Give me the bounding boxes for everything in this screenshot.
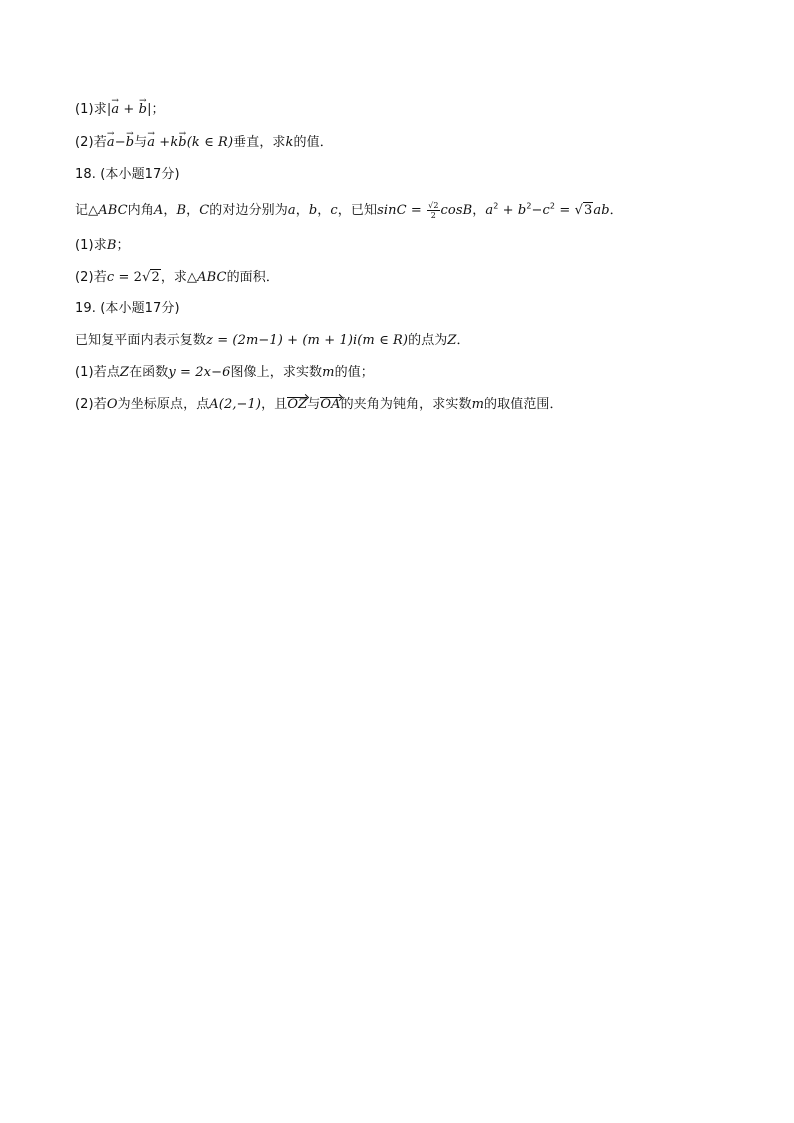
punctuation: ． [609, 203, 623, 218]
radicand: 2 [151, 270, 160, 285]
fraction-denominator: 2 [430, 211, 436, 220]
separator: ， [163, 203, 177, 218]
variable-k-2: k [285, 135, 294, 150]
vector-a: → a [107, 134, 115, 152]
radicand: 3 [583, 203, 593, 218]
plus-sign: + [155, 135, 171, 150]
condition: (k ∈ R) [186, 135, 234, 150]
problem-18-stem [75, 201, 623, 220]
problem-19-part-2 [75, 396, 563, 414]
question-text-end: 的值． [293, 135, 333, 150]
complex-expression: = (2m−1) + (m + 1)i(m ∈ R) [212, 333, 409, 348]
point-z: Z [119, 365, 130, 380]
fraction [427, 201, 439, 220]
eq2-a: a [485, 203, 494, 218]
question-text-end: 的面积． [226, 270, 279, 285]
part-label: (2)若 [75, 397, 107, 412]
stem-text: ，且 [261, 397, 288, 412]
exponent: 2 [549, 201, 556, 211]
vector-a: → a [111, 101, 119, 119]
vector-b: → b [126, 134, 134, 152]
point-z: Z [447, 333, 457, 348]
eq2-b: b [517, 203, 527, 218]
vector-a-2: → a [147, 134, 155, 152]
problem-18-heading: 18. (本小题17分) [75, 167, 180, 182]
abs-close: | [147, 102, 152, 117]
angle-c: C [199, 203, 210, 218]
stem-text: 记 [75, 203, 89, 218]
exponent: 2 [493, 201, 499, 211]
radical-sign: √ [574, 203, 583, 218]
question-text: 垂直，求 [233, 135, 286, 150]
abs-open: | [106, 102, 112, 117]
vector-oz: OZ [287, 397, 308, 412]
variable-m: m [322, 365, 335, 380]
equals-two: = 2 [114, 270, 143, 285]
vector-oa: OA [320, 397, 341, 412]
part-label: (2)若 [75, 135, 107, 150]
cos-b: cosB [440, 203, 473, 218]
question-text-end: 的值； [334, 365, 374, 380]
triangle-name: ABC [98, 203, 128, 218]
side-a: a [287, 203, 296, 218]
part-label: (1)求 [75, 238, 107, 253]
separator: ， [472, 203, 486, 218]
part-label: (2)若 [75, 270, 107, 285]
problem-19-stem [75, 332, 470, 350]
function-expression: y = 2x−6 [168, 365, 231, 380]
stem-text: 已知复平面内表示复数 [75, 333, 207, 348]
eq2-ab: ab [593, 203, 610, 218]
stem-text: 图像上，求实数 [230, 365, 323, 380]
separator: ， [295, 203, 309, 218]
part-label: (1)求 [75, 102, 107, 117]
vector-b-2: → b [178, 134, 186, 152]
separator: ， [186, 203, 200, 218]
complex-z: z [206, 333, 213, 348]
side-c: c [106, 270, 115, 285]
question-text-end: 的取值范围． [484, 397, 563, 412]
stem-text: 内角 [127, 203, 154, 218]
problem-18-part-1 [75, 237, 130, 255]
problem-17-part-2 [75, 134, 333, 152]
eq2-c: c [542, 203, 550, 218]
problem-18-part-2 [75, 269, 279, 287]
stem-text: 的对边分别为 [209, 203, 288, 218]
punctuation: ； [151, 102, 165, 117]
vector-b: → b [139, 101, 147, 119]
plus-sign: + [498, 203, 518, 218]
part-label: (1)若点 [75, 365, 120, 380]
separator: ， [317, 203, 331, 218]
fraction-numerator: √2 [428, 201, 439, 210]
square-root [142, 269, 161, 285]
stem-text: 为坐标原点，点 [117, 397, 210, 412]
equals-sign: = [406, 203, 427, 218]
triangle-symbol: △ [187, 270, 198, 285]
problem-19-part-1 [75, 364, 374, 382]
sin-c: sinC [377, 203, 407, 218]
punctuation: ； [116, 238, 130, 253]
point-a: A(2,−1) [209, 397, 262, 412]
triangle-name: ABC [197, 270, 227, 285]
side-b: b [308, 203, 318, 218]
minus-sign: − [114, 135, 126, 150]
stem-text: 在函数 [129, 365, 169, 380]
variable-m: m [471, 397, 485, 412]
connector-text: 与 [307, 397, 321, 412]
origin-o: O [106, 397, 118, 412]
stem-text: 的夹角为钝角，求实数 [340, 397, 472, 412]
problem-17-part-1 [75, 101, 165, 119]
square-root [575, 202, 594, 218]
radical-sign: √ [142, 270, 151, 285]
plus-sign: + [119, 102, 139, 117]
stem-text: ，已知 [337, 203, 378, 218]
angle-a: A [153, 203, 164, 218]
angle-b: B [176, 203, 187, 218]
side-c: c [330, 203, 338, 218]
triangle-symbol: △ [88, 203, 99, 218]
equals-sign: = [555, 203, 575, 218]
exponent: 2 [526, 201, 532, 211]
connector-text: 与 [134, 135, 148, 150]
minus-sign: − [531, 203, 543, 218]
stem-text: 的点为 [408, 333, 448, 348]
punctuation: ． [456, 333, 470, 348]
variable-k: k [170, 135, 179, 150]
angle-b: B [106, 238, 117, 253]
problem-19-heading: 19. (本小题17分) [75, 301, 180, 316]
question-text: ，求 [160, 270, 188, 285]
